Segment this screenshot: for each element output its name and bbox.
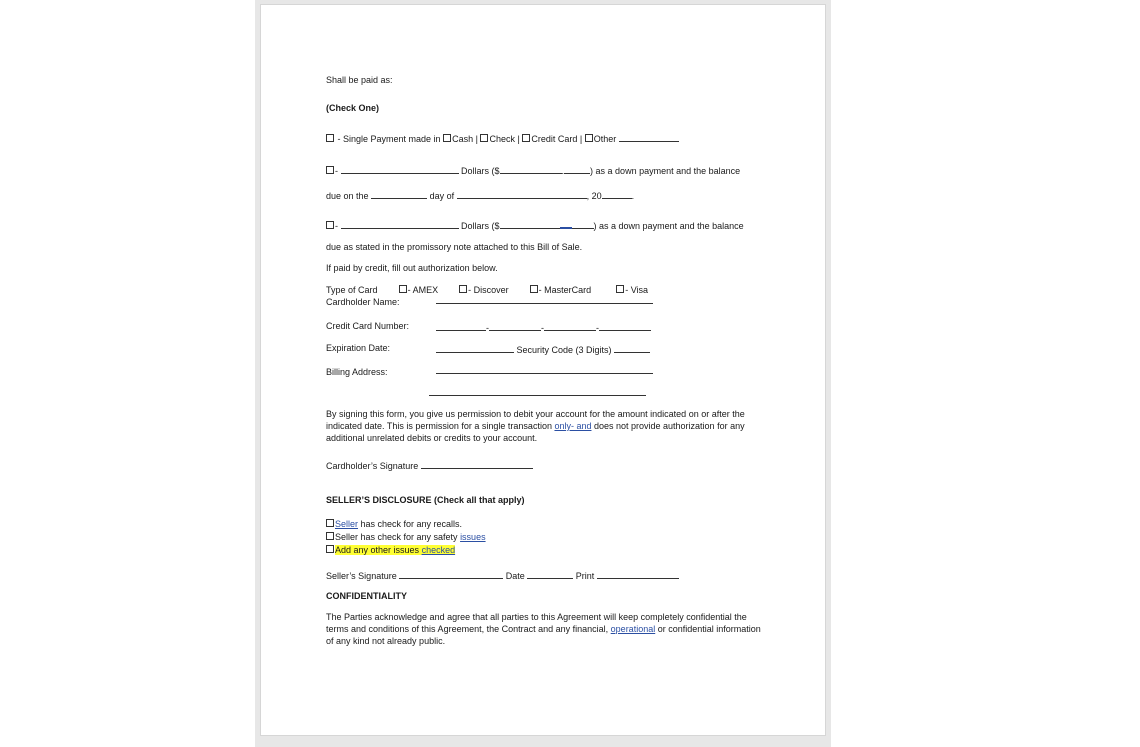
- other-label: Other: [593, 134, 617, 144]
- dollars-label-1: Dollars ($: [461, 166, 500, 176]
- down2-cents-marker: [560, 218, 572, 229]
- seller-print-label: Print: [575, 571, 595, 581]
- checkbox-down-payment-2[interactable]: [326, 221, 334, 229]
- seller-date-field[interactable]: [527, 569, 573, 579]
- single-payment-label: - Single Payment made in: [337, 134, 441, 144]
- checkbox-credit-card[interactable]: [522, 134, 530, 142]
- seller-print-field[interactable]: [597, 569, 679, 579]
- issues-word: issues: [460, 532, 486, 542]
- auth-only-and: only- and: [554, 421, 592, 431]
- down-payment-tail-1: ) as a down payment and the balance: [590, 166, 741, 176]
- cardholder-name-field[interactable]: [436, 303, 653, 304]
- cardholder-signature-field[interactable]: [421, 459, 533, 469]
- credit-card-label: Credit Card |: [531, 134, 583, 144]
- cardholder-name-label: Cardholder Name:: [326, 297, 400, 307]
- checkbox-other-issues[interactable]: [326, 545, 334, 553]
- cc-block-2[interactable]: [489, 321, 541, 331]
- auth-text-2: does not provide authorization for any additional unrelated debits or credits to your account.: [326, 421, 745, 443]
- checkbox-safety[interactable]: [326, 532, 334, 540]
- checkbox-mastercard[interactable]: [530, 285, 538, 293]
- checkbox-visa[interactable]: [616, 285, 624, 293]
- down-payment-tail-2: ) as a down payment and the balance: [593, 221, 744, 231]
- year-label: , 20: [586, 191, 602, 201]
- down1-words-blank[interactable]: [341, 164, 459, 174]
- cc-block-4[interactable]: [599, 321, 651, 331]
- authorization-paragraph: [326, 408, 766, 444]
- decimal-point: .: [561, 166, 565, 176]
- checkbox-discover[interactable]: [459, 285, 467, 293]
- expiration-date-field[interactable]: [436, 343, 514, 353]
- period: .: [631, 191, 635, 201]
- checked-word: checked: [421, 545, 456, 555]
- seller-word: Seller: [335, 519, 359, 529]
- due-day-blank[interactable]: [371, 189, 427, 199]
- check-label: Check |: [489, 134, 520, 144]
- auth-text-1: By signing this form, you give us permission to debit your account for the amount indicated on or after the indicated date. This is permission for a single transaction: [326, 409, 745, 431]
- payment-option-down-1: - Dollars ($ . ) as a down payment and the balance: [326, 164, 740, 177]
- day-of-label: day of: [429, 191, 455, 201]
- cc-block-3[interactable]: [544, 321, 596, 331]
- billing-address-field-1[interactable]: [436, 373, 653, 374]
- disclosure-item-safety: [326, 532, 486, 543]
- down2-words-blank[interactable]: [341, 219, 459, 229]
- checkbox-single-payment[interactable]: [326, 134, 334, 142]
- billing-address-label: Billing Address:: [326, 367, 388, 377]
- cardholder-signature-label: Cardholder’s Signature: [326, 461, 419, 471]
- checkbox-amex[interactable]: [399, 285, 407, 293]
- payment-option-down-2: - Dollars ($ ) as a down payment and the balance: [326, 218, 744, 232]
- sellers-disclosure-heading: SELLER’S DISCLOSURE (Check all that apply): [326, 495, 525, 505]
- shall-be-paid-text: Shall be paid as:: [326, 75, 393, 85]
- down1-dollars-blank[interactable]: [500, 164, 562, 174]
- if-paid-credit-text: If paid by credit, fill out authorization below.: [326, 263, 498, 273]
- check-one-heading: (Check One): [326, 103, 380, 113]
- cc-dash: -: [596, 323, 599, 333]
- other-blank[interactable]: [619, 132, 679, 142]
- cc-dash: -: [486, 323, 489, 333]
- expiration-date-label: Expiration Date:: [326, 343, 391, 353]
- checkbox-check[interactable]: [480, 134, 488, 142]
- safety-text: Seller has check for any safety: [335, 532, 461, 542]
- billing-address-field-2[interactable]: [429, 395, 646, 396]
- dollars-label-2: Dollars ($: [461, 221, 500, 231]
- due-month-blank[interactable]: [457, 189, 587, 199]
- document-viewer: [255, 0, 831, 747]
- checkbox-other[interactable]: [585, 134, 593, 142]
- disclosure-item-recalls: [326, 519, 462, 530]
- card-type-row: [326, 285, 648, 296]
- credit-card-number-field[interactable]: [436, 321, 651, 334]
- down1-cents-blank[interactable]: [561, 164, 590, 176]
- other-issues-text: Add any other issues: [335, 545, 422, 555]
- seller-signature-label: Seller’s Signature: [326, 571, 397, 581]
- due-on-line: [326, 189, 634, 202]
- checkbox-recalls[interactable]: [326, 519, 334, 527]
- down2-dollars-blank[interactable]: [500, 219, 560, 229]
- due-on-label: due on the: [326, 191, 369, 201]
- confidentiality-text-1: The Parties acknowledge and agree that all parties to this Agreement will keep completely confidential the terms and conditions of this Agreement, the Contract and any financial,: [326, 612, 747, 634]
- amex-label: - AMEX: [407, 285, 439, 295]
- confidentiality-text-2: or confidential information of any kind not already public.: [326, 624, 761, 646]
- operational-word: operational: [610, 624, 656, 634]
- checkbox-cash[interactable]: [443, 134, 451, 142]
- down2-cents-blank[interactable]: [572, 219, 594, 229]
- cardholder-signature-line: [326, 459, 533, 472]
- cc-dash: -: [541, 323, 544, 333]
- promissory-text: due as stated in the promissory note attached to this Bill of Sale.: [326, 242, 583, 252]
- confidentiality-paragraph: [326, 611, 768, 647]
- seller-signature-line: [326, 569, 679, 582]
- checkbox-down-payment-1[interactable]: [326, 166, 334, 174]
- mastercard-label: - MasterCard: [538, 285, 592, 295]
- disclosure-item-other: [326, 545, 455, 556]
- expiration-security-row: [436, 343, 650, 356]
- document-page: [260, 4, 826, 736]
- recalls-text: has check for any recalls.: [358, 519, 463, 529]
- confidentiality-heading: CONFIDENTIALITY: [326, 591, 407, 601]
- security-code-field[interactable]: [614, 343, 650, 353]
- seller-signature-field[interactable]: [399, 569, 503, 579]
- seller-date-label: Date: [505, 571, 525, 581]
- visa-label: - Visa: [625, 285, 649, 295]
- payment-option-single: [326, 132, 679, 145]
- credit-card-number-label: Credit Card Number:: [326, 321, 410, 331]
- due-year-blank[interactable]: [602, 189, 632, 199]
- type-of-card-label: Type of Card: [326, 285, 378, 295]
- cc-block-1[interactable]: [436, 321, 486, 331]
- discover-label: - Discover: [468, 285, 509, 295]
- security-code-label: Security Code (3 Digits): [516, 345, 612, 355]
- cash-label: Cash |: [452, 134, 478, 144]
